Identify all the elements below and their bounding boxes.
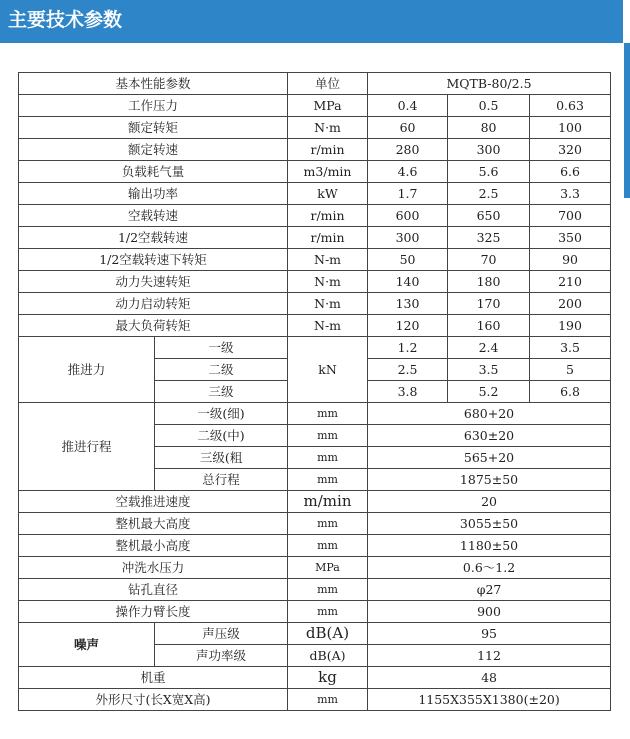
table-row: 额定转速 r/min 280 300 320 <box>19 139 611 161</box>
table-row: 额定转矩 N·m 60 80 100 <box>19 117 611 139</box>
spec-table <box>18 72 611 711</box>
table-row: 动力失速转矩 N·m 140 180 210 <box>19 271 611 293</box>
table-row: 动力启动转矩 N·m 130 170 200 <box>19 293 611 315</box>
header-param: 基本性能参数 <box>19 73 288 95</box>
table-row: 空载转速 r/min 600 650 700 <box>19 205 611 227</box>
table-row: 1/2空载转速下转矩 N-m 50 70 90 <box>19 249 611 271</box>
table-row: 最大负荷转矩 N-m 120 160 190 <box>19 315 611 337</box>
table-row: 冲洗水压力 MPa 0.6～1.2 <box>19 557 611 579</box>
table-row: 负载耗气量 m3/min 4.6 5.6 6.6 <box>19 161 611 183</box>
section-title: 主要技术参数 <box>8 9 123 31</box>
header-unit: 单位 <box>288 73 368 95</box>
side-accent-bar <box>624 43 630 198</box>
table-row: 空载推进速度 m/min 20 <box>19 491 611 513</box>
noise-label: 噪声 <box>19 623 155 667</box>
table-row: 外形尺寸(长X宽X高) mm 1155X355X1380(±20) <box>19 689 611 711</box>
thrust-label: 推进力 <box>19 337 155 403</box>
table-row: 操作力臂长度 mm 900 <box>19 601 611 623</box>
table-row: 1/2空载转速 r/min 300 325 350 <box>19 227 611 249</box>
table-row: 工作压力 MPa 0.4 0.5 0.63 <box>19 95 611 117</box>
stroke-row: 总行程 mm 1875±50 <box>19 469 611 491</box>
table-row: 机重 kg 48 <box>19 667 611 689</box>
section-header <box>0 0 623 43</box>
table-row: 输出功率 kW 1.7 2.5 3.3 <box>19 183 611 205</box>
table-row: 整机最大高度 mm 3055±50 <box>19 513 611 535</box>
table-row: 整机最小高度 mm 1180±50 <box>19 535 611 557</box>
thrust-row: 三级 3.8 5.2 6.8 <box>19 381 611 403</box>
noise-row: 声功率级 dB(A) 112 <box>19 645 611 667</box>
stroke-label: 推进行程 <box>19 403 155 491</box>
header-model: MQTB-80/2.5 <box>368 73 611 95</box>
thrust-row: 二级 2.5 3.5 5 <box>19 359 611 381</box>
stroke-row: 推进行程 一级(细) mm 680+20 <box>19 403 611 425</box>
table-row: 钻孔直径 mm φ27 <box>19 579 611 601</box>
table-header-row <box>19 73 611 95</box>
thrust-unit: kN <box>288 337 368 403</box>
stroke-row: 二级(中) mm 630±20 <box>19 425 611 447</box>
stroke-row: 三级(粗 mm 565+20 <box>19 447 611 469</box>
thrust-row: 推进力 一级 kN 1.2 2.4 3.5 <box>19 337 611 359</box>
noise-row: 噪声 声压级 dB(A) 95 <box>19 623 611 645</box>
